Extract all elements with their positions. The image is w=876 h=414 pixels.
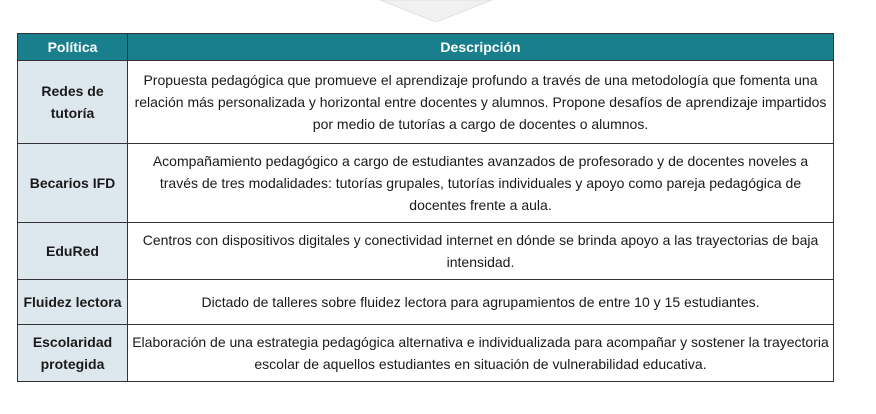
column-header-policy: Política <box>18 34 128 61</box>
policy-cell: Becarios IFD <box>18 144 128 223</box>
description-cell: Propuesta pedagógica que promueve el aprendizaje profundo a través de una metodología que fomenta una relación más personalizada y horizontal entre docentes y alumnos. Propone desafíos de aprendizaje impartidos por medio de tutorías a cargo de docentes o alumnos. <box>128 61 834 144</box>
table-row <box>18 280 834 325</box>
description-cell: Dictado de talleres sobre fluidez lectora para agrupamientos de entre 10 y 15 estudiantes. <box>128 280 834 325</box>
policy-cell: EduRed <box>18 223 128 280</box>
column-header-description: Descripción <box>128 34 834 61</box>
description-cell: Centros con dispositivos digitales y conectividad internet en dónde se brinda apoyo a las trayectorias de baja intensidad. <box>128 223 834 280</box>
table-row <box>18 223 834 280</box>
table-row <box>18 325 834 382</box>
policies-table <box>17 33 834 382</box>
policy-cell: Fluidez lectora <box>18 280 128 325</box>
table-row <box>18 61 834 144</box>
description-cell: Acompañamiento pedagógico a cargo de estudiantes avanzados de profesorado y de docentes noveles a través de tres modalidades: tutorías grupales, tutorías individuales y apoyo como pareja pedagógica de docentes frente a aula. <box>128 144 834 223</box>
table-header-row <box>18 34 834 61</box>
table-row <box>18 144 834 223</box>
policy-cell: Escolaridad protegida <box>18 325 128 382</box>
policy-cell: Redes de tutoría <box>18 61 128 144</box>
chevron-down-icon <box>380 0 492 22</box>
description-cell: Elaboración de una estrategia pedagógica alternativa e individualizada para acompañar y sostener la trayectoria escolar de aquellos estudiantes en situación de vulnerabilidad educativa. <box>128 325 834 382</box>
